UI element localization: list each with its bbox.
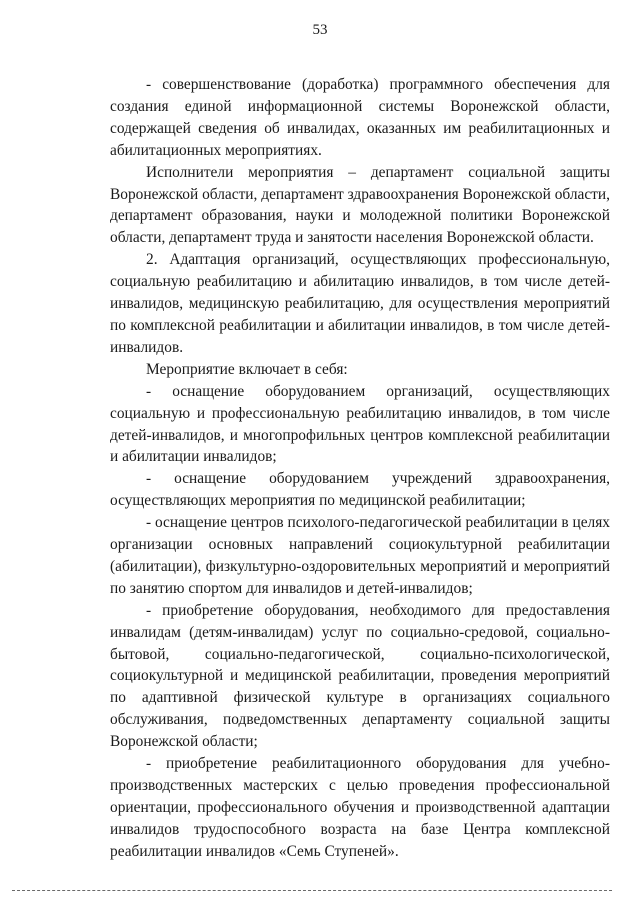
paragraph-software-improvement: - совершенствование (доработка) программного обеспечения для создания единой информационной системы Воронежской области, содержащей сведения об инвалидах, оказанных им реабилитационных и абилитационных мероприятиях. xyxy=(110,76,610,159)
paragraph-executors: Исполнители мероприятия – департамент социальной защиты Воронежской области, департамент здравоохранения Воронежской области, департамент образования, науки и молодежной политики Воронежской области, департамент труда и занятости населения Воронежской области. xyxy=(110,163,610,247)
list-item-equipment-healthcare: - оснащение оборудованием учреждений здравоохранения, осуществляющих мероприятия по медицинской реабилитации; xyxy=(110,470,610,510)
list-item-psych-centers: - оснащение центров психолого-педагогической реабилитации в целях организации основных направлений социокультурной реабилитации (абилитации), физкультурно-оздоровительных мероприятий и мероприятий по занятию спортом для инвалидов и детей-инвалидов; xyxy=(110,514,610,597)
page-number: 53 xyxy=(312,22,328,38)
document-body xyxy=(110,74,610,863)
paragraph-measure-2-title: 2. Адаптация организаций, осуществляющих профессиональную, социальную реабилитацию и абилитацию инвалидов, в том числе детей-инвалидов, медицинскую реабилитацию, для осуществления мероприятий по комплексной реабилитации и абилитации инвалидов, в том числе детей-инвалидов. xyxy=(110,251,610,356)
paragraph-measure-includes: Мероприятие включает в себя: xyxy=(146,360,348,378)
list-item-workshop-equipment: - приобретение реабилитационного оборудования для учебно-производственных мастерских с целью проведения профессиональной ориентации, профессионального обучения и производственной адаптации инвалидов трудоспособного возраста на базе Центра комплексной реабилитации инвалидов «Семь Ступеней». xyxy=(110,755,610,860)
footer-divider xyxy=(12,890,612,891)
list-item-equipment-organizations: - оснащение оборудованием организаций, осуществляющих социальную и профессиональную реабилитацию инвалидов, в том числе детей-инвалидов, и многопрофильных центров комплексной реабилитации и абилитации инвалидов; xyxy=(110,382,610,466)
list-item-social-equipment: - приобретение оборудования, необходимого для предоставления инвалидам (детям-инвалидам) услуг по социально-средовой, социально-бытовой, социально-педагогической, социально-психологической, социокультурной и медицинской реабилитации, проведения мероприятий по адаптивной физической культуре в организациях социального обслуживания, подведомственных департаменту социальной защиты Воронежской области; xyxy=(110,601,610,751)
